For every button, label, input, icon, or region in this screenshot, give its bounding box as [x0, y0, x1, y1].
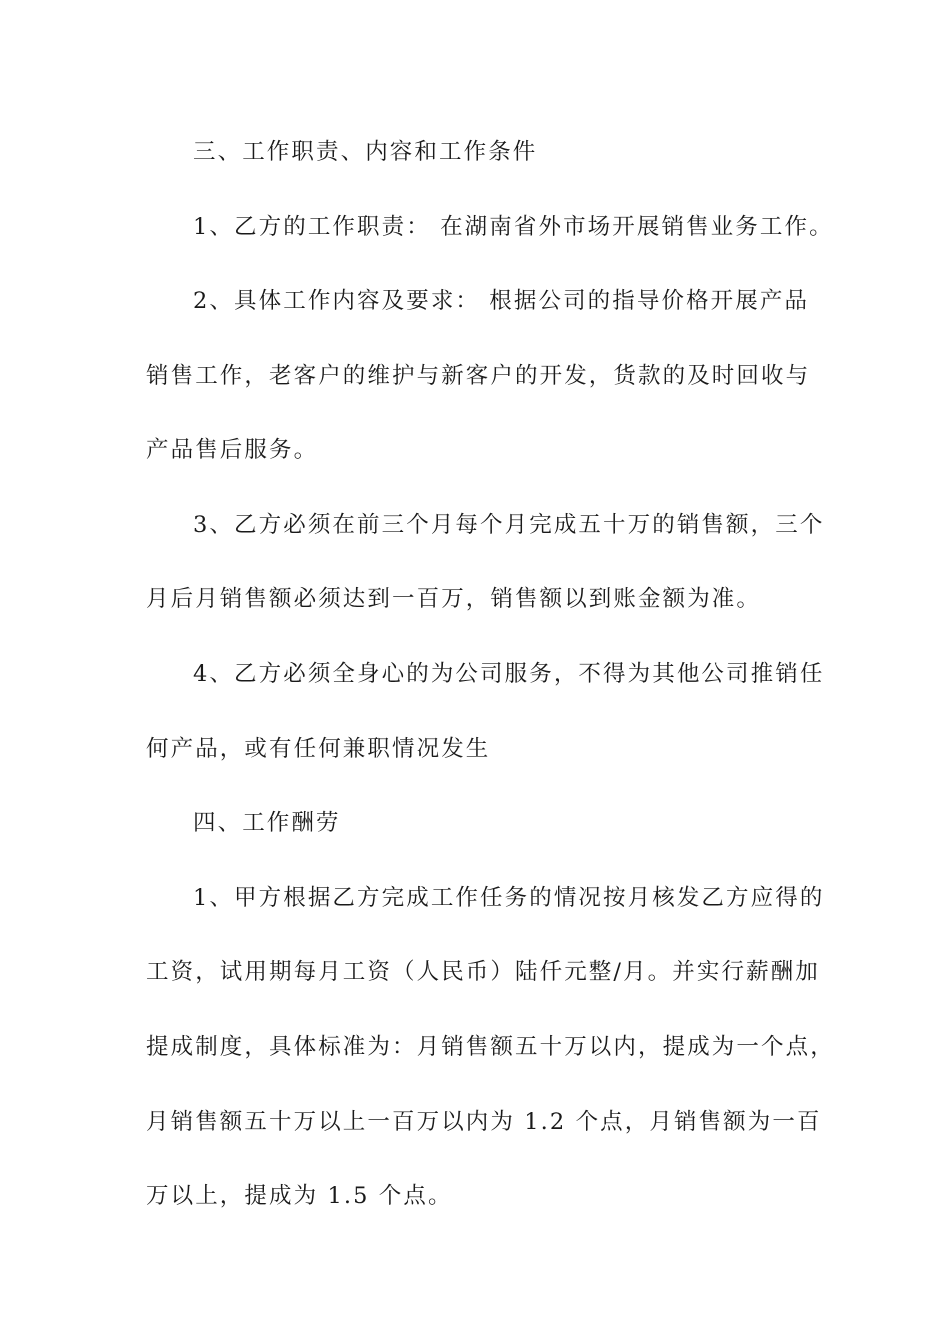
paragraph-line: 1、乙方的工作职责： 在湖南省外市场开展销售业务工作。 — [193, 214, 834, 240]
section-heading-duties: 三、工作职责、内容和工作条件 — [193, 139, 538, 165]
paragraph-line: 万以上，提成为 1.5 个点。 — [146, 1183, 453, 1209]
paragraph-line: 销售工作，老客户的维护与新客户的开发，货款的及时回收与 — [146, 363, 811, 389]
paragraph-line: 提成制度，具体标准为：月销售额五十万以内，提成为一个点， — [146, 1034, 835, 1060]
paragraph-line: 何产品，或有任何兼职情况发生 — [146, 736, 491, 762]
paragraph-line: 4、乙方必须全身心的为公司服务，不得为其他公司推销任 — [193, 661, 825, 687]
section-heading-compensation: 四、工作酬劳 — [193, 810, 341, 836]
paragraph-line: 1、甲方根据乙方完成工作任务的情况按月核发乙方应得的 — [193, 885, 825, 911]
paragraph-line: 3、乙方必须在前三个月每个月完成五十万的销售额，三个 — [193, 512, 825, 538]
paragraph-line: 工资，试用期每月工资（人民币）陆仟元整/月。并实行薪酬加 — [146, 959, 820, 985]
paragraph-line: 月后月销售额必须达到一百万，销售额以到账金额为准。 — [146, 586, 762, 612]
paragraph-line: 产品售后服务。 — [146, 437, 319, 463]
paragraph-line: 月销售额五十万以上一百万以内为 1.2 个点，月销售额为一百 — [146, 1109, 822, 1135]
paragraph-line: 2、具体工作内容及要求： 根据公司的指导价格开展产品 — [193, 288, 810, 314]
